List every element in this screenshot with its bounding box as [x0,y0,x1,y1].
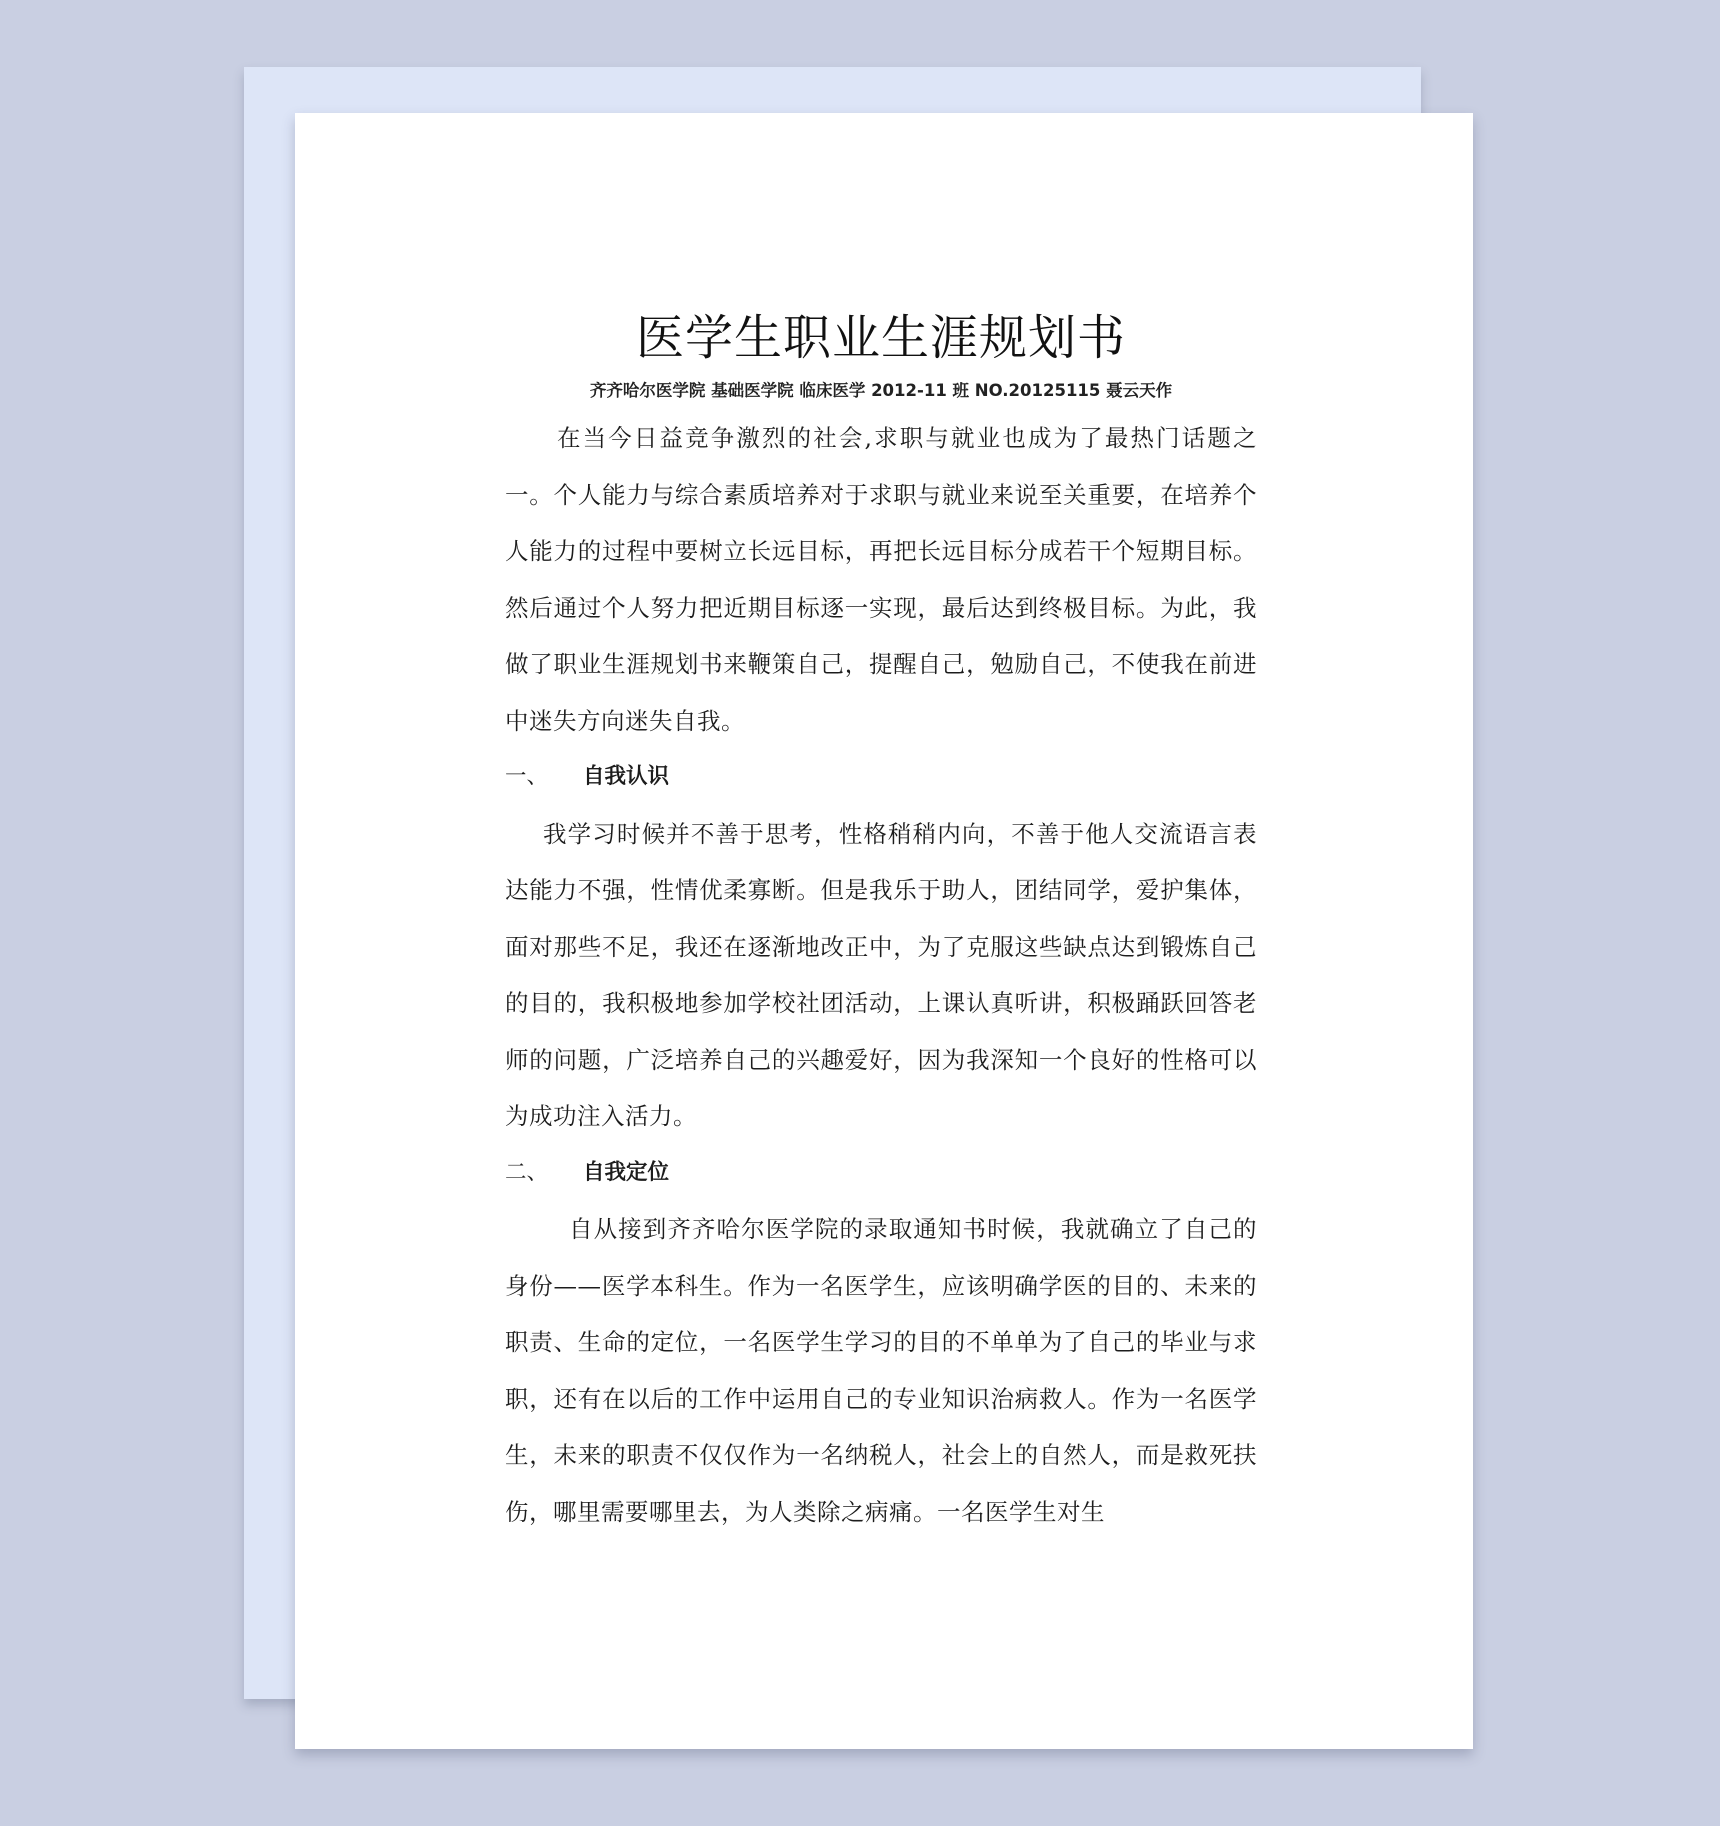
section-body-self-positioning: 自从接到齐齐哈尔医学院的录取通知书时候，我就确立了自己的身份——医学本科生。作为一名医学生，应该明确学医的目的、未来的职责、生命的定位，一名医学生学习的目的不单单为了自己的毕业与求职，还有在以后的工作中运用自己的专业知识治病救人。作为一名医学生，未来的职责不仅仅作为一名纳税人，社会上的自然人，而是救死扶伤，哪里需要哪里去，为人类除之病痛。一名医学生对生 [505,1215,1257,1526]
section-title: 自我认识 [583,764,670,789]
document-content [505,300,1257,1540]
section-body-self-knowledge: 我学习时候并不善于思考，性格稍稍内向，不善于他人交流语言表达能力不强，性情优柔寡断。但是我乐于助人，团结同学，爱护集体，面对那些不足，我还在逐渐地改正中，为了克服这些缺点达到锻炼自己的目的，我积极地参加学校社团活动，上课认真听讲，积极踊跃回答老师的问题，广泛培养自己的兴趣爱好，因为我深知一个良好的性格可以为成功注入活力。 [505,819,1257,1130]
section-heading-self-knowledge [505,749,1257,806]
document-subtitle: 齐齐哈尔医学院 基础医学院 临床医学 2012-11 班 NO.20125115 聂云天作 [589,381,1173,400]
section-number: 一、 [505,764,549,789]
section-number: 二、 [505,1159,549,1185]
section-title: 自我定位 [583,1159,670,1185]
section-heading-self-positioning [505,1145,1257,1202]
intro-paragraph: 在当今日益竞争激烈的社会,求职与就业也成为了最热门话题之一。个人能力与综合素质培养对于求职与就业来说至关重要，在培养个人能力的过程中要树立长远目标，再把长远目标分成若干个短期目标。然后通过个人努力把近期目标逐一实现，最后达到终极目标。为此，我做了职业生涯规划书来鞭策自己，提醒自己，勉励自己，不使我在前进中迷失方向迷失自我。 [505,424,1257,735]
document-title: 医学生职业生涯规划书 [635,310,1126,366]
